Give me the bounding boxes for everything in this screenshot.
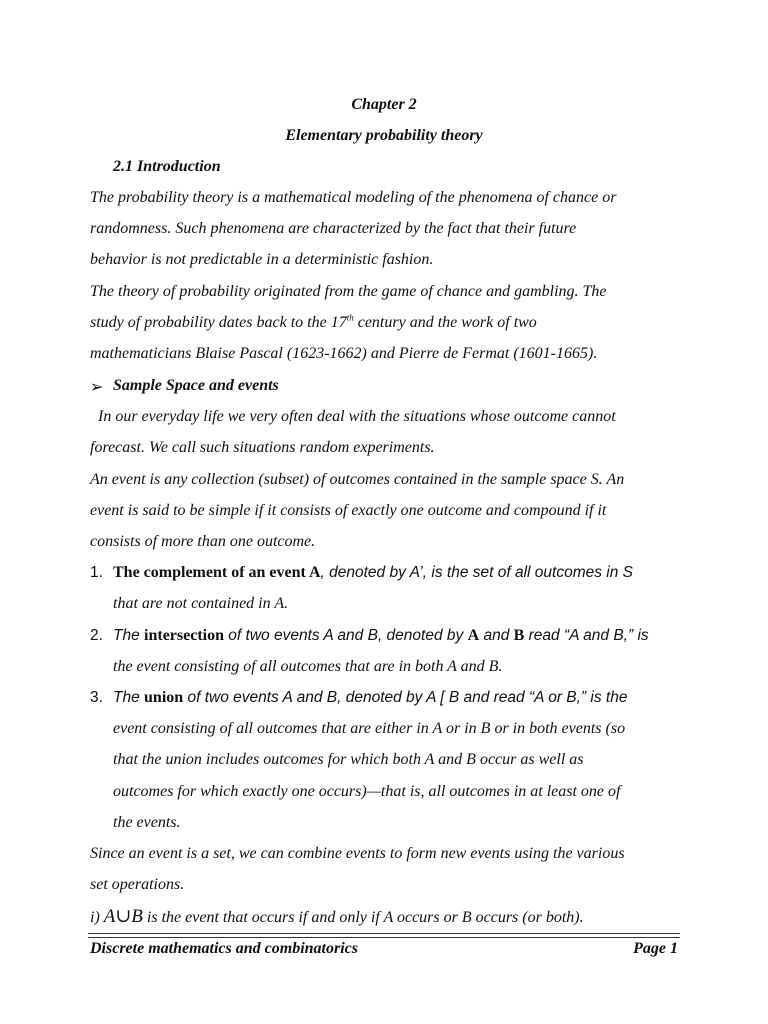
intro-p1-line1: The probability theory is a mathematical modeling of the phenomena of chance or	[90, 189, 617, 206]
chapter-label: Chapter 2	[351, 96, 417, 113]
ops-item-i	[90, 905, 584, 928]
list-item-3-pre: The	[113, 689, 145, 706]
term-complement: The complement of an event A	[113, 564, 321, 581]
sample-p1-line1: In our everyday life we very often deal with the situations whose outcome cannot	[90, 408, 616, 425]
intro-p2-line1: The theory of probability originated from the game of chance and gambling. The	[90, 283, 607, 300]
intro-p2-line2-a: study of probability dates back to the 17	[90, 314, 347, 331]
list-item-2-and: and	[479, 627, 514, 644]
list-item-2-line1	[113, 627, 649, 645]
list-item-3-line5: the events.	[113, 814, 181, 831]
list-item-1-rest: , denoted by A’, is the set of all outcomes in S	[320, 564, 633, 581]
term-intersection: intersection	[144, 627, 224, 644]
superscript-th: th	[346, 312, 354, 323]
list-item-3-line1	[113, 689, 627, 707]
list-item-2-line2: the event consisting of all outcomes that are in both A and B.	[113, 658, 503, 675]
ops-line2: set operations.	[90, 876, 185, 893]
list-item-2-mid: of two events A and B, denoted by	[224, 627, 468, 644]
list-number-2: 2.	[90, 627, 103, 644]
term-union: union	[144, 689, 184, 706]
footer-rule-thick	[88, 933, 680, 934]
list-item-2-pre: The	[113, 627, 145, 644]
intro-p2-line2-b: century and the work of two	[353, 314, 537, 331]
sample-p2-line1: An event is any collection (subset) of outcomes contained in the sample space S. An	[90, 471, 625, 488]
footer-page-number: Page 1	[633, 940, 678, 957]
list-item-2-rest: read “A and B,” is	[524, 627, 649, 644]
intro-p1-line2: randomness. Such phenomena are characterized by the fact that their future	[90, 220, 577, 237]
ops-item-label: i)	[90, 909, 100, 926]
list-item-1-line1	[113, 564, 633, 582]
ops-line1: Since an event is a set, we can combine events to form new events using the various	[90, 845, 625, 862]
term-a: A	[467, 627, 480, 644]
sample-p1-line2: forecast. We call such situations random experiments.	[90, 439, 435, 456]
list-item-3-line2: event consisting of all outcomes that are either in A or in B or in both events (so	[113, 720, 626, 737]
footer-course-title: Discrete mathematics and combinatorics	[90, 940, 358, 957]
list-number-1: 1.	[90, 564, 103, 581]
list-item-3-line3: that the union includes outcomes for which both A and B occur as well as	[113, 751, 584, 768]
arrow-bullet-icon: ➢	[90, 379, 104, 396]
list-item-3-rest: of two events A and B, denoted by A [ B and read “A or B,” is the	[183, 689, 628, 706]
term-b: B	[513, 627, 525, 644]
list-item-3-line4: outcomes for which exactly one occurs)—that is, all outcomes in at least one of	[113, 783, 621, 800]
intro-p2-line3: mathematicians Blaise Pascal (1623-1662) and Pierre de Fermat (1601-1665).	[90, 345, 598, 362]
list-item-1-line2: that are not contained in A.	[113, 595, 289, 612]
subsection-heading: Sample Space and events	[113, 377, 279, 394]
ops-item-text: is the event that occurs if and only if A occurs or B occurs (or both).	[142, 909, 584, 926]
section-heading: 2.1 Introduction	[113, 158, 221, 175]
sample-p2-line3: consists of more than one outcome.	[90, 533, 316, 550]
footer-rule-thin	[88, 937, 680, 938]
chapter-title: Elementary probability theory	[285, 127, 483, 144]
list-number-3: 3.	[90, 689, 103, 706]
intro-p1-line3: behavior is not predictable in a deterministic fashion.	[90, 251, 434, 268]
intro-p2-line2	[90, 314, 537, 332]
union-formula: A∪B	[103, 906, 143, 927]
sample-p2-line2: event is said to be simple if it consists of exactly one outcome and compound if it	[90, 502, 607, 519]
